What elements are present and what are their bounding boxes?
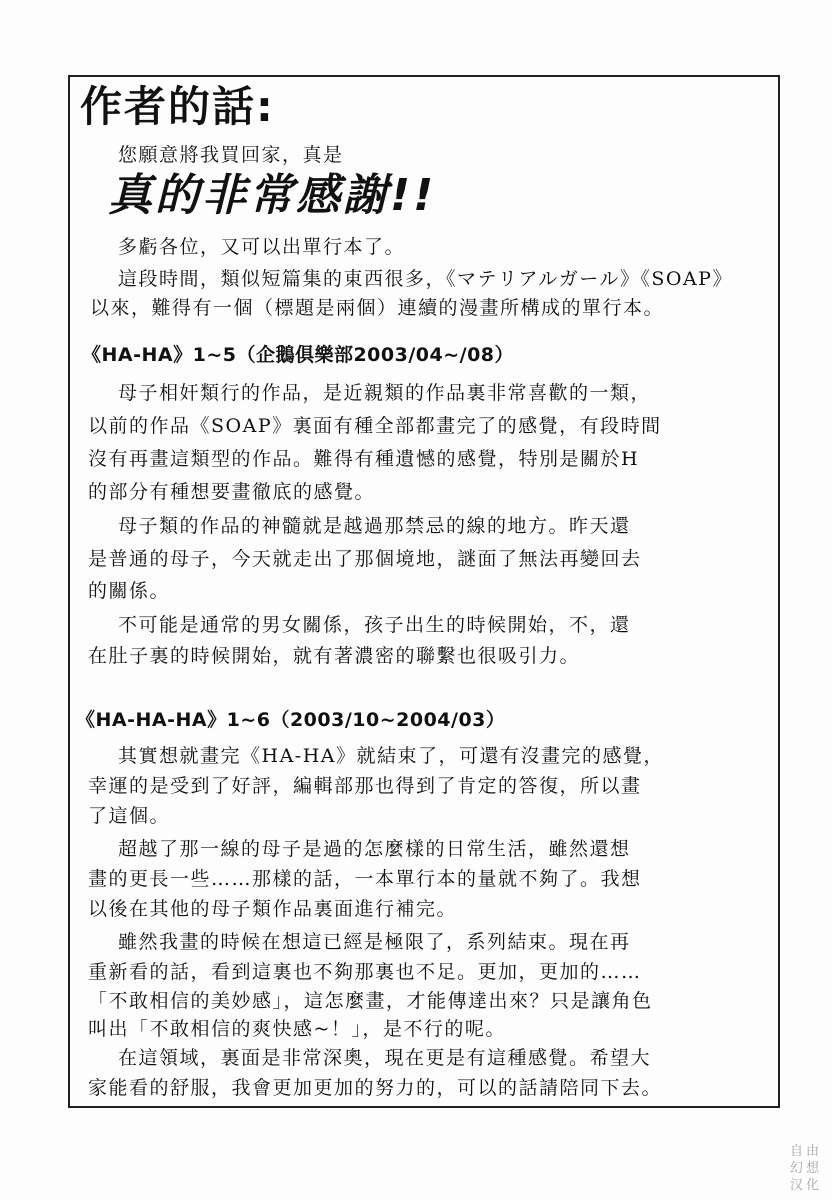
section2-line: 幸運的是受到了好評，編輯部那也得到了肯定的答復，所以畫 [88, 775, 642, 797]
section2-line: 雖然我畫的時候在想這已經是極限了，系列結束。現在再 [118, 931, 631, 953]
intro-line-1: 您願意將我買回家，真是 [118, 144, 344, 166]
section2-line: 叫出「不敢相信的爽快感~！」，是不行的呢。 [88, 1018, 506, 1040]
section1-line: 母子類的作品的神髓就是越過那禁忌的線的地方。昨天還 [118, 515, 631, 537]
section2-line: 了這個。 [88, 805, 171, 827]
section2-line: 家能看的舒服，我會更加更加的努力的，可以的話請陪同下去。 [88, 1077, 663, 1099]
intro-line-4: 以來，難得有一個（標題是兩個）連續的漫畫所構成的單行本。 [90, 297, 665, 319]
intro-line-2: 多虧各位，又可以出單行本了。 [118, 236, 406, 258]
section1-line: 的關係。 [88, 580, 171, 602]
section2-heading: 《HA-HA-HA》1~6（2003/10~2004/03） [76, 709, 506, 731]
section1-line: 以前的作品《SOAP》裏面有種全部都畫完了的感覺，有段時間 [88, 415, 662, 437]
section1-line: 在肚子裏的時候開始，就有著濃密的聯繫也很吸引力。 [88, 645, 581, 667]
section2-line: 其實想就畫完《HA-HA》就結束了，可還有沒畫完的感覺， [118, 745, 665, 767]
section1-heading: 《HA-HA》1~5（企鵝俱樂部2003/04~/08） [82, 344, 515, 366]
section2-line: 在這領域，裏面是非常深奧，現在更是有這種感覺。希望大 [118, 1047, 652, 1069]
translator-credit: 自由幻想汉化 [790, 1144, 823, 1193]
section2-line: 「不敢相信的美妙感」，這怎麼畫，才能傳達出來？只是讓角色 [88, 990, 653, 1012]
intro-line-3: 這段時間，類似短篇集的東西很多，《マテリアルガール》《SOAP》 [118, 268, 733, 290]
section1-line: 沒有再畫這類型的作品。難得有種遺憾的感覺，特別是關於H [88, 448, 640, 470]
section2-line: 畫的更長一些……那樣的話，一本單行本的量就不夠了。我想 [88, 868, 642, 890]
section1-line: 不可能是通常的男女關係，孩子出生的時候開始，不，還 [118, 614, 631, 636]
section2-line: 重新看的話，看到這裏也不夠那裏也不足。更加，更加的…… [88, 961, 642, 983]
section2-line: 以後在其他的母子類作品裏面進行補完。 [88, 898, 458, 920]
section1-line: 的部分有種想要畫徹底的感覺。 [88, 481, 376, 503]
page-title: 作者的話: [80, 82, 275, 131]
section1-line: 母子相奸類行的作品，是近親類的作品裏非常喜歡的一類， [118, 382, 652, 404]
thanks-heading: 真的非常感謝!! [108, 170, 437, 221]
section2-line: 超越了那一線的母子是過的怎麼樣的日常生活，雖然還想 [118, 838, 631, 860]
section1-line: 是普通的母子，今天就走出了那個境地，謎面了無法再變回去 [88, 548, 642, 570]
